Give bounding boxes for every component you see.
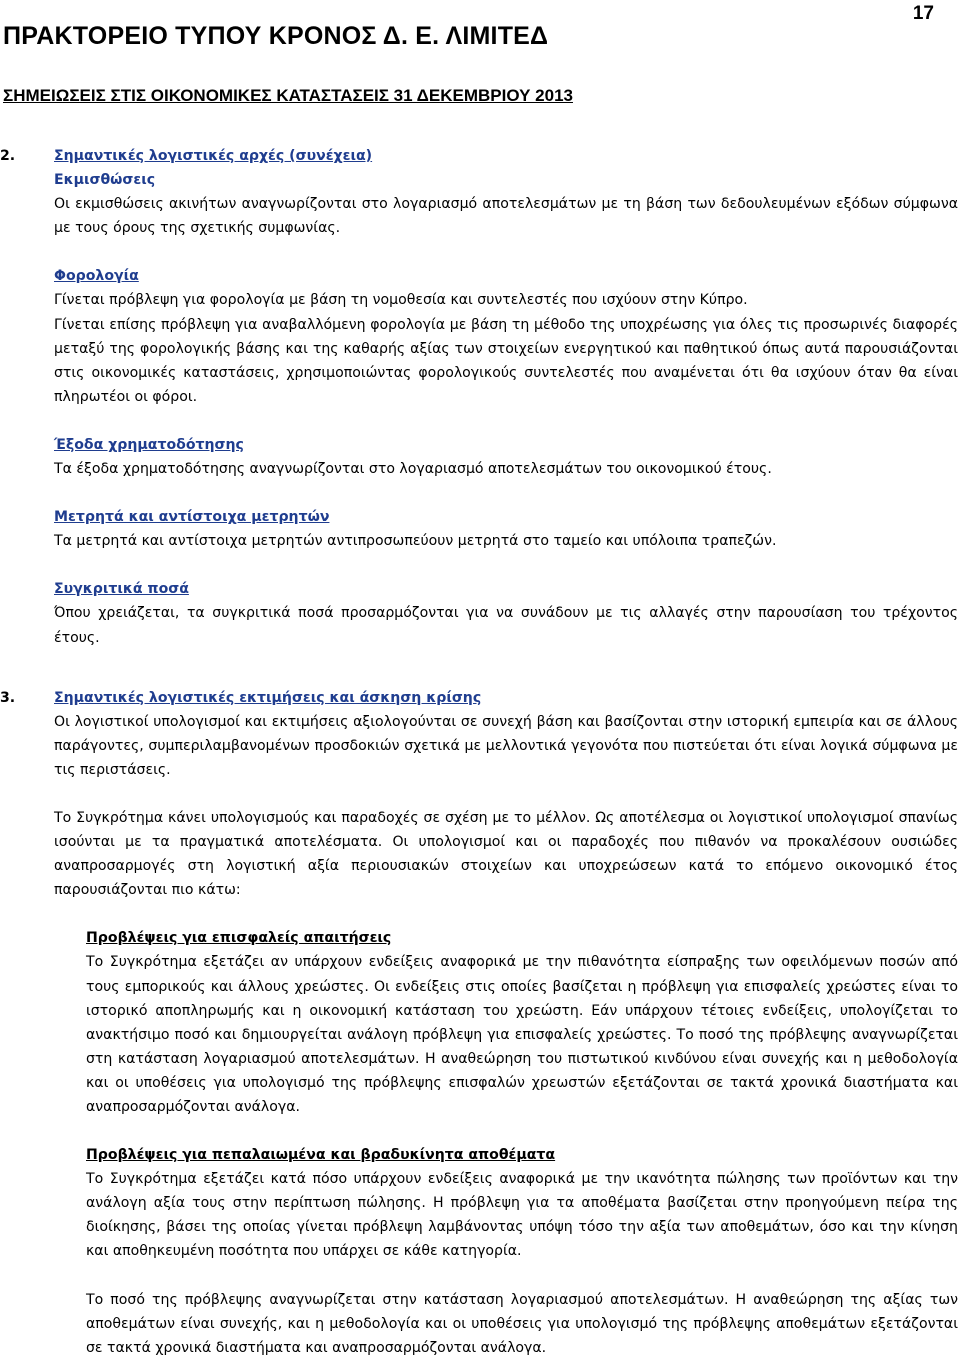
taxation-text-1: Γίνεται πρόβλεψη για φορολογία με βάση τη νομοθεσία και συντελεστές που ισχύουν στην Κύπρο. bbox=[54, 292, 748, 309]
taxation-heading: Φορολογία bbox=[54, 268, 139, 285]
obsolete-stock-heading: Προβλέψεις για πεπαλαιωμένα και βραδυκίνητα αποθέματα bbox=[86, 1147, 556, 1164]
leases-text: Οι εκμισθώσεις ακινήτων αναγνωρίζονται στο λογαριασμό αποτελεσμάτων με τη βάση των δεδουλευμένων εξόδων σύμφωνα με τους όρους της σχετικής συμφωνίας. bbox=[54, 196, 958, 237]
doubtful-debts-text: Το Συγκρότημα εξετάζει αν υπάρχουν ενδείξεις αναφορικά με την πιθανότητα είσπραξης των οφειλόμενων ποσών από τους εμπορικούς και άλλους χρεώστες. Οι ενδείξεις στις οποίες βασίζεται η πρόβλεψη για επισφαλείς χρεώστες είναι το ιστορικό αποπληρωμής και η οικονομική κατάσταση του χρεώστη. Εάν υπάρχουν τέτοιες ενδείξεις, υπολογίζεται το ανακτήσιμο ποσό και δημιουργείται ανάλογη πρόβλεψη για επισφαλείς χρεώστες. Το ποσό της πρόβλεψης αναγνωρίζεται στη κατάσταση λογαριασμού αποτελεσμάτων. Η αναθεώρηση του πιστωτικού κινδύνου είναι συνεχής και η μεθοδολογία και οι υποθέσεις για υπολογισμό της πρόβλεψης επισφαλών χρεωστών εξετάζονται σε τακτά χρονικά διαστήματα και αναπροσαρμόζονται ανάλογα. bbox=[86, 954, 958, 1115]
company-name: ΠΡΑΚΤΟΡΕΙΟ ΤΥΠΟΥ ΚΡΟΝΟΣ Δ. Ε. ΛΙΜΙΤΕΔ bbox=[3, 22, 549, 50]
section-2-number: 2. bbox=[0, 148, 16, 164]
section-3-number: 3. bbox=[0, 689, 16, 706]
estimates-paragraph-1: Οι λογιστικοί υπολογισμοί και εκτιμήσεις αξιολογούνται σε συνεχή βάση και βασίζονται στην ιστορική εμπειρία και σε άλλους παράγοντες, συμπεριλαμβανομένων προσδοκιών σχετικά με μελλοντικά γεγονότα που πιστεύεται ότι είναι λογικά σύμφωνα με τις περιστάσεις. bbox=[54, 713, 958, 778]
obsolete-stock-text-2: Το ποσό της πρόβλεψης αναγνωρίζεται στην κατάσταση λογαριασμού αποτελεσμάτων. Η αναθεώρηση της αξίας των αποθεμάτων είναι συνεχής, και η μεθοδολογία και οι υποθέσεις για υπολογισμό της πρόβλεψης αποθεμάτων εξετάζονται σε τακτά χρονικά διαστήματα και αναπροσαρμόζονται ανάλογα. bbox=[86, 1291, 958, 1356]
estimates-paragraph-2: Το Συγκρότημα κάνει υπολογισμούς και παραδοχές σε σχέση με το μέλλον. Ως αποτέλεσμα οι λογιστικοί υπολογισμοί σπανίως ισούνται με τα πραγματικά αποτελέσματα. Οι υπολογισμοί και οι παραδοχές που πιθανόν να προκαλέσουν ουσιώδες αναπροσαρμογές στη λογιστική αξία περιουσιακών στοιχείων και υποχρεώσεων κατά το επόμενο οικονομικό έτος παρουσιάζονται πιο κάτω: bbox=[54, 809, 958, 899]
comparatives-heading: Συγκριτικά ποσά bbox=[54, 581, 189, 598]
cash-text: Τα μετρητά και αντίστοιχα μετρητών αντιπροσωπεύουν μετρητά στο ταμείο και υπόλοιπα τραπεζών. bbox=[54, 533, 777, 550]
taxation-text-2: Γίνεται επίσης πρόβλεψη για αναβαλλόμενη φορολογία με βάση τη μέθοδο της υποχρέωσης για όλες τις προσωρινές διαφορές μεταξύ της φορολογικής βάσης και της καθαρής αξίας των στοιχείων ενεργητικού και παθητικού όπως αυτά παρουσιάζονται στις οικονομικές καταστάσεις, χρησιμοποιώντας φορολογικούς συντελεστές που αναμένεται ότι θα ισχύουν όταν θα είναι πληρωτέοι οι φόροι. bbox=[54, 316, 958, 405]
page-number: 17 bbox=[912, 3, 934, 24]
section-2 bbox=[0, 144, 958, 650]
doubtful-debts-heading: Προβλέψεις για επισφαλείς απαιτήσεις bbox=[86, 930, 392, 947]
doubtful-debts-block bbox=[54, 926, 958, 1119]
obsolete-stock-block bbox=[54, 1143, 958, 1360]
section-2-title: Σημαντικές λογιστικές αρχές (συνέχεια) bbox=[54, 148, 373, 164]
comparatives-text: Όπου χρειάζεται, τα συγκριτικά ποσά προσαρμόζονται για να συνάδουν με τις αλλαγές στην παρουσίαση του τρέχοντος έτους. bbox=[54, 605, 958, 646]
section-3-title: Σημαντικές λογιστικές εκτιμήσεις και άσκηση κρίσης bbox=[54, 689, 482, 706]
document-body bbox=[0, 144, 958, 1360]
finance-costs-text: Τα έξοδα χρηματοδότησης αναγνωρίζονται στο λογαριασμό αποτελεσμάτων του οικονομικού έτους. bbox=[54, 461, 772, 478]
notes-title: ΣΗΜΕΙΩΣΕΙΣ ΣΤΙΣ ΟΙΚΟΝΟΜΙΚΕΣ ΚΑΤΑΣΤΑΣΕΙΣ 31 ΔΕΚΕΜΒΡΙΟΥ 2013 bbox=[3, 86, 573, 105]
section-3 bbox=[0, 686, 958, 1360]
obsolete-stock-text-1: Το Συγκρότημα εξετάζει κατά πόσο υπάρχουν ενδείξεις αναφορικά με την ικανότητα πώλησης των προϊόντων και την ανάλογη αξία τους στην περίπτωση πώλησης. Η πρόβλεψη για τα αποθέματα βασίζεται στην προηγούμενη πείρα της διοίκησης, βάσει της οποίας γίνεται πρόβλεψη λαμβάνοντας υπόψη τόσο την αξία των αποθεμάτων, όσο και την κίνηση και αποθηκευμένη ποσότητα που υπάρχει σε κάθε κατηγορία. bbox=[86, 1171, 958, 1260]
cash-heading: Μετρητά και αντίστοιχα μετρητών bbox=[54, 509, 330, 526]
leases-heading: Εκμισθώσεις bbox=[54, 172, 156, 189]
finance-costs-heading: Έξοδα χρηματοδότησης bbox=[54, 436, 244, 453]
